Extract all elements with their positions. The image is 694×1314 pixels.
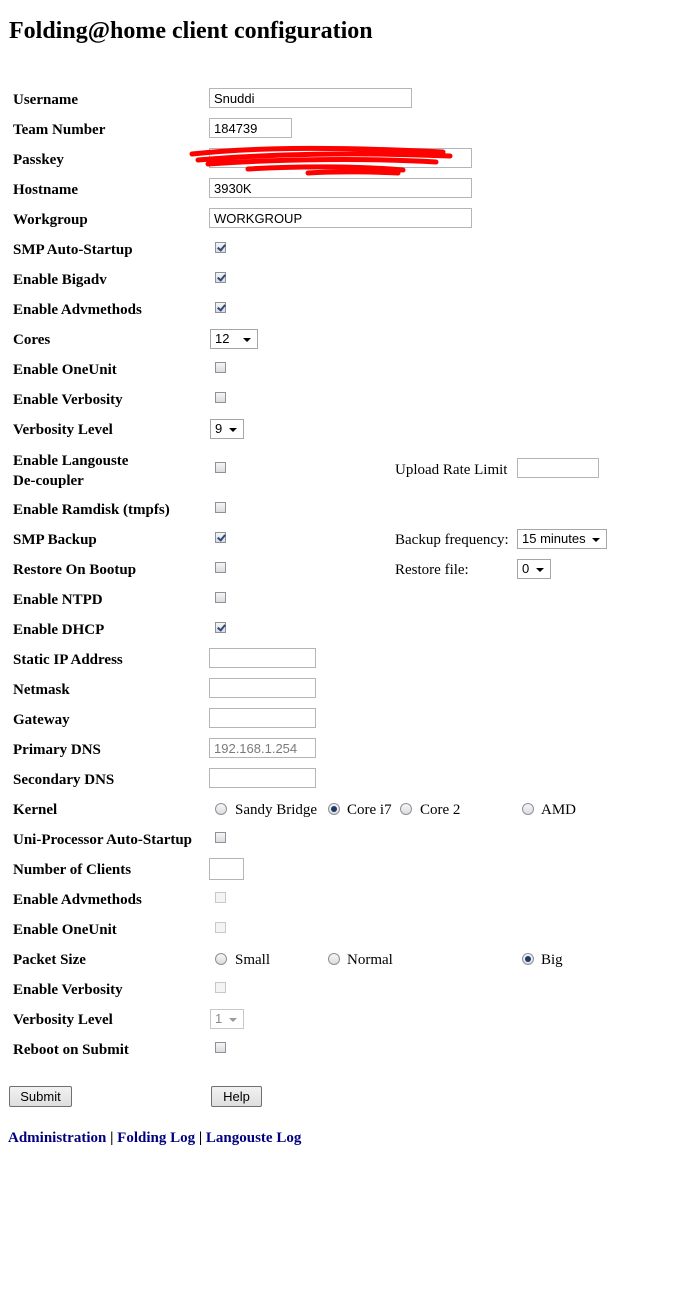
chevron-down-icon (592, 538, 600, 542)
packet-size-radio-normal[interactable] (328, 953, 340, 965)
secondary-dns-input[interactable] (209, 768, 316, 788)
kernel-option-core-2: Core 2 (420, 802, 461, 818)
netmask-label: Netmask (13, 682, 70, 698)
submit-button[interactable]: Submit (9, 1086, 72, 1107)
enable-verbosity-checkbox[interactable] (215, 392, 226, 403)
restore-file-label: Restore file: (395, 562, 469, 578)
workgroup-label: Workgroup (13, 212, 88, 228)
backup-frequency-value: 15 minutes (522, 531, 586, 546)
hostname-label: Hostname (13, 182, 78, 198)
uni-enable-advmethods-checkbox[interactable] (215, 892, 226, 903)
enable-oneunit-checkbox[interactable] (215, 362, 226, 373)
hostname-input[interactable] (209, 178, 472, 198)
ramdisk-label: Enable Ramdisk (tmpfs) (13, 502, 170, 518)
verbosity-level-select[interactable] (210, 419, 244, 439)
folding-log-link[interactable]: Folding Log (117, 1130, 196, 1146)
uni-enable-oneunit-checkbox[interactable] (215, 922, 226, 933)
passkey-label: Passkey (13, 152, 64, 168)
footer-links (8, 1130, 301, 1147)
username-input[interactable] (209, 88, 412, 108)
enable-dhcp-checkbox[interactable] (215, 622, 226, 633)
verbosity-level-value: 9 (215, 421, 223, 436)
kernel-label: Kernel (13, 802, 58, 818)
number-of-clients-label: Number of Clients (13, 862, 132, 878)
uni-enable-oneunit-label: Enable OneUnit (13, 922, 117, 938)
redaction-scribble (188, 142, 458, 178)
enable-verbosity-label: Enable Verbosity (13, 392, 123, 408)
backup-frequency-select[interactable] (517, 529, 607, 549)
packet-size-radio-small[interactable] (215, 953, 227, 965)
uni-enable-verbosity-label: Enable Verbosity (13, 982, 123, 998)
chevron-down-icon (229, 1018, 237, 1022)
smp-backup-checkbox[interactable] (215, 532, 226, 543)
uni-auto-startup-label: Uni-Processor Auto-Startup (13, 832, 193, 848)
smp-backup-label: SMP Backup (13, 532, 97, 548)
enable-ntpd-label: Enable NTPD (13, 592, 103, 608)
ramdisk-checkbox[interactable] (215, 502, 226, 513)
reboot-on-submit-checkbox[interactable] (215, 1042, 226, 1053)
kernel-option-core-i7: Core i7 (347, 802, 392, 818)
langouste-label-line1: Enable Langouste (13, 453, 129, 469)
link-separator: | (106, 1130, 118, 1146)
uni-enable-verbosity-checkbox[interactable] (215, 982, 226, 993)
packet-size-label: Packet Size (13, 952, 86, 968)
enable-bigadv-checkbox[interactable] (215, 272, 226, 283)
kernel-option-amd: AMD (541, 802, 577, 818)
backup-frequency-label: Backup frequency: (395, 532, 509, 548)
packet-size-option-normal: Normal (347, 952, 393, 968)
enable-ntpd-checkbox[interactable] (215, 592, 226, 603)
enable-bigadv-label: Enable Bigadv (13, 272, 107, 288)
primary-dns-input[interactable] (209, 738, 316, 758)
secondary-dns-label: Secondary DNS (13, 772, 115, 788)
netmask-input[interactable] (209, 678, 316, 698)
gateway-label: Gateway (13, 712, 70, 728)
kernel-radio-core-2[interactable] (400, 803, 412, 815)
kernel-radio-core-i7[interactable] (328, 803, 340, 815)
enable-oneunit-label: Enable OneUnit (13, 362, 117, 378)
packet-size-option-big: Big (541, 952, 563, 968)
reboot-on-submit-label: Reboot on Submit (13, 1042, 129, 1058)
upload-rate-limit-label: Upload Rate Limit (395, 462, 508, 478)
chevron-down-icon (229, 428, 237, 432)
cores-select[interactable] (210, 329, 258, 349)
restore-file-select[interactable] (517, 559, 551, 579)
chevron-down-icon (243, 338, 251, 342)
primary-dns-label: Primary DNS (13, 742, 101, 758)
kernel-option-sandy-bridge: Sandy Bridge (235, 802, 318, 818)
langouste-checkbox[interactable] (215, 462, 226, 473)
uni-verbosity-level-label: Verbosity Level (13, 1012, 113, 1028)
static-ip-input[interactable] (209, 648, 316, 668)
team-number-label: Team Number (13, 122, 106, 138)
username-label: Username (13, 92, 78, 108)
smp-auto-startup-label: SMP Auto-Startup (13, 242, 133, 258)
help-button[interactable]: Help (211, 1086, 262, 1107)
uni-verbosity-level-select[interactable] (210, 1009, 244, 1029)
cores-label: Cores (13, 332, 51, 348)
enable-advmethods-label: Enable Advmethods (13, 302, 142, 318)
restore-on-bootup-checkbox[interactable] (215, 562, 226, 573)
verbosity-level-label: Verbosity Level (13, 422, 113, 438)
uni-verbosity-level-value: 1 (215, 1011, 223, 1026)
upload-rate-limit-input[interactable] (517, 458, 599, 478)
enable-dhcp-label: Enable DHCP (13, 622, 105, 638)
restore-on-bootup-label: Restore On Bootup (13, 562, 137, 578)
langouste-log-link[interactable]: Langouste Log (205, 1130, 302, 1146)
kernel-radio-sandy-bridge[interactable] (215, 803, 227, 815)
langouste-label-line2: De-coupler (13, 473, 84, 489)
restore-file-value: 0 (522, 561, 530, 576)
page-title: Folding@home client configuration (9, 18, 373, 44)
static-ip-label: Static IP Address (13, 652, 123, 668)
link-separator: | (195, 1130, 206, 1146)
uni-enable-advmethods-label: Enable Advmethods (13, 892, 142, 908)
chevron-down-icon (536, 568, 544, 572)
packet-size-radio-big[interactable] (522, 953, 534, 965)
packet-size-option-small: Small (235, 952, 271, 968)
number-of-clients-input[interactable] (209, 858, 244, 880)
uni-auto-startup-checkbox[interactable] (215, 832, 226, 843)
enable-advmethods-checkbox[interactable] (215, 302, 226, 313)
smp-auto-startup-checkbox[interactable] (215, 242, 226, 253)
administration-link[interactable]: Administration (8, 1130, 107, 1146)
langouste-label (13, 451, 128, 491)
gateway-input[interactable] (209, 708, 316, 728)
kernel-radio-amd[interactable] (522, 803, 534, 815)
team-number-input[interactable] (209, 118, 292, 138)
cores-value: 12 (215, 331, 230, 346)
workgroup-input[interactable] (209, 208, 472, 228)
